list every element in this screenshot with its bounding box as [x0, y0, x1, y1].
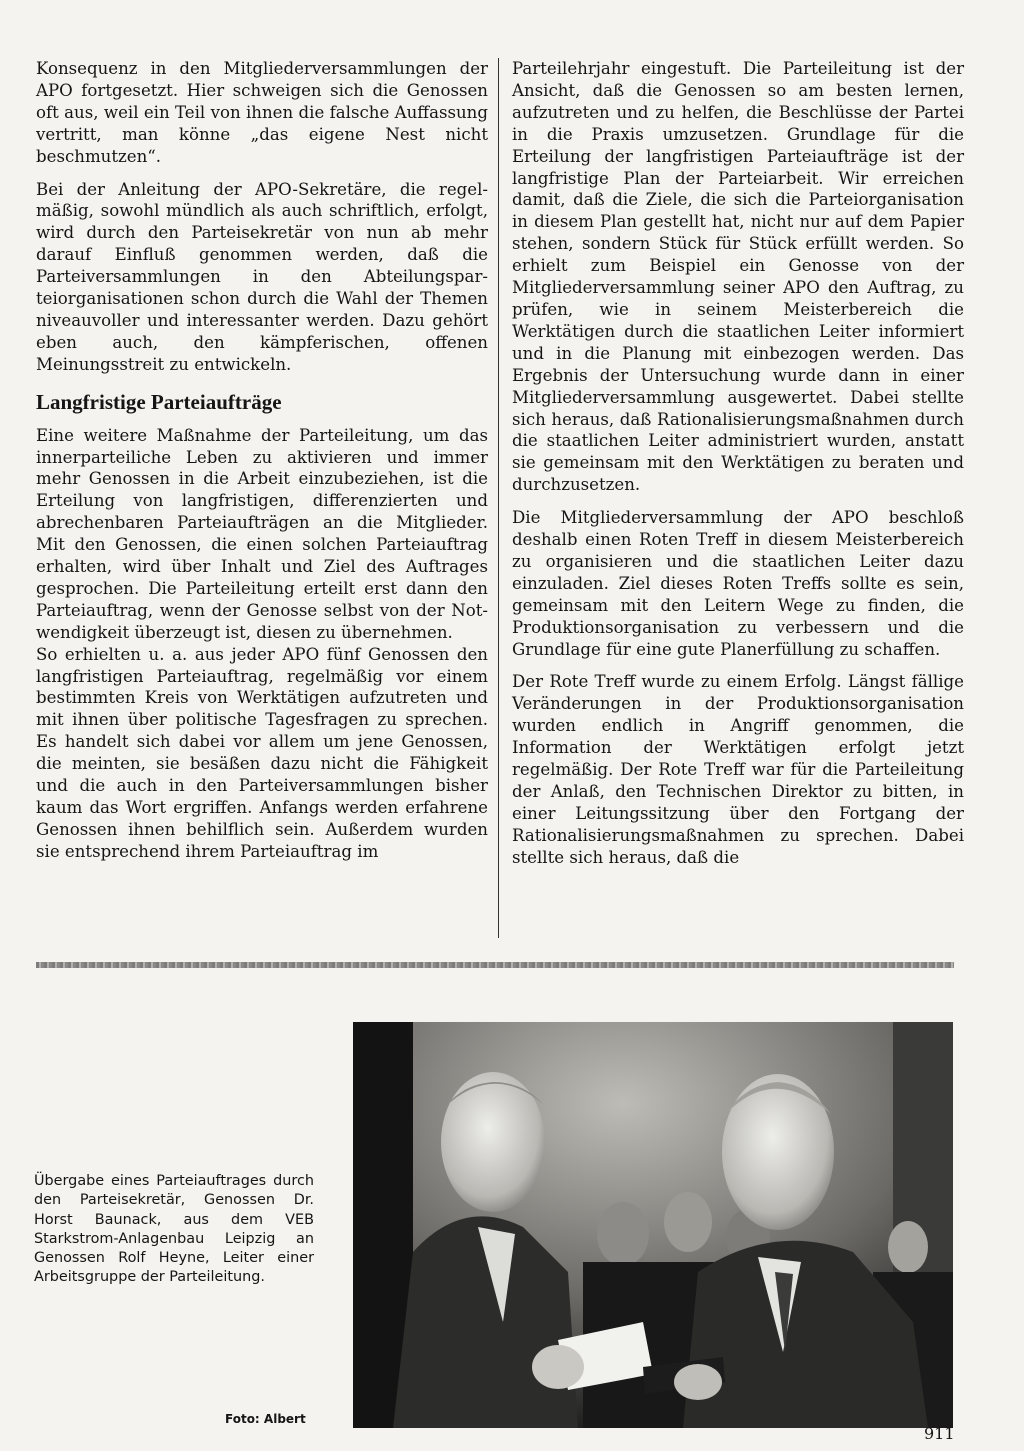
photo-scene — [353, 1022, 953, 1428]
paragraph: Konsequenz in den Mitgliederversammlungen der APO fortgesetzt. Hier schweigen sich die Genossen oft aus, weil ein Teil von ihnen die falsche Auffassung vertritt, man könne „das eigene Nest nicht beschmutzen“. — [36, 59, 488, 166]
section-heading: Langfristige Parteiaufträge — [36, 389, 282, 414]
photograph — [353, 1022, 953, 1428]
horizontal-divider — [36, 962, 954, 968]
left-column — [36, 58, 488, 874]
paragraph: Parteilehrjahr eingestuft. Die Parteileitung ist der Ansicht, daß die Genossen so am besten lernen, aufzutreten und zu helfen, die Beschlüsse der Partei in die Praxis umzusetzen. Grundlage für die Erteilung der langfristigen Parteiaufträge ist der langfristige Plan der Parteiarbeit. Wir erreichen damit, daß die Ziele, die sich die Parteiorganisation in diesem Plan gestellt hat, nicht nur auf dem Papier stehen, sondern Stück für Stück erfüllt werden. So erhielt zum Beispiel ein Genosse von der Mitgliederversammlung seiner APO den Auftrag, zu prüfen, wie in seinem Meisterbereich die Werktätigen durch die staatlichen Leiter informiert und in die Planung mit einbezogen werden. Das Ergebnis der Untersuchung wurde dann in einer Mitgliederversammlung ausgewertet. Dabei stellte sich heraus, daß Rationalisierungsmaßnahmen durch die staatlichen Leiter administriert wurden, anstatt sie gemeinsam mit den Werktätigen zu beraten und durchzusetzen. — [512, 59, 964, 495]
photo-credit: Foto: Albert — [225, 1412, 306, 1426]
column-divider — [498, 58, 499, 938]
paragraph: So erhielten u. a. aus jeder APO fünf Genossen den langfristigen Parteiauftrag, regelmäßig vor einem bestimmten Kreis von Werktätigen aufzutreten und mit ihnen über politische Tagesfragen zu sprechen. Es handelt sich dabei vor allem um jene Genossen, die meinten, sie besäßen dazu nicht die Fähigkeit und die auch in den Parteiversammlungen bisher kaum das Wort ergriffen. Anfangs werden erfahrene Genossen ihnen behilflich sein. Außerdem wurden sie entsprechend ihrem Parteiauftrag im — [36, 644, 488, 861]
paragraph: Eine weitere Maßnahme der Parteileitung, um das innerparteiliche Leben zu aktivieren und immer mehr Genossen in die Arbeit einzubeziehen, ist die Erteilung von langfristigen, differenzierten und abrechenbaren Parteiaufträgen an die Mitglieder. Mit den Genossen, die einen solchen Parteiauftrag erhalten, wird über Inhalt und Ziel des Auftrages gesprochen. Die Parteileitung erteilt erst dann den Parteiauftrag, wenn der Genosse selbst von der Notwendigkeit überzeugt ist, diesen zu übernehmen. — [36, 425, 488, 642]
paragraph: Bei der Anleitung der APO-Sekretäre, die regelmäßig, sowohl mündlich als auch schriftlich, erfolgt, wird durch den Parteisekretär von nun ab mehr darauf Einfluß genommen werden, daß die Parteiversammlungen in den Abteilungsparteiorganisationen schon durch die Wahl der Themen niveauvoller und interessanter werden. Dazu gehört eben auch, den kämpferischen, offenen Meinungsstreit zu entwickeln. — [36, 179, 488, 374]
page-number: 911 — [924, 1424, 955, 1443]
paragraph: Die Mitgliederversammlung der APO beschloß deshalb einen Roten Treff in diesem Meisterbereich zu organisieren und die staatlichen Leiter dazu einzuladen. Ziel dieses Roten Treffs sollte es sein, gemeinsam mit den Leitern Wege zu finden, die Produktionsorganisation zu verbessern und die Grundlage für eine gute Planerfüllung zu schaffen. — [512, 508, 964, 659]
paragraph: Der Rote Treff wurde zu einem Erfolg. Längst fällige Veränderungen in der Produktionsorganisation wurden endlich in Angriff genommen, die Information der Werktätigen erfolgt jetzt regelmäßig. Der Rote Treff war für die Parteileitung der Anlaß, den Technischen Direktor zu bitten, in einer Leitungssitzung über den Fortgang der Rationalisierungsmaßnahmen zu sprechen. Dabei stellte sich heraus, daß die — [512, 672, 964, 867]
photo-caption: Übergabe eines Parteiauftrages durch den Parteisekretär, Genossen Dr. Horst Baunack, aus dem VEB Starkstrom-Anlagenbau Leipzig an Genossen Rolf Heyne, Leiter einer Arbeitsgruppe der Parteileitung. — [34, 1173, 314, 1286]
right-column — [512, 58, 964, 880]
